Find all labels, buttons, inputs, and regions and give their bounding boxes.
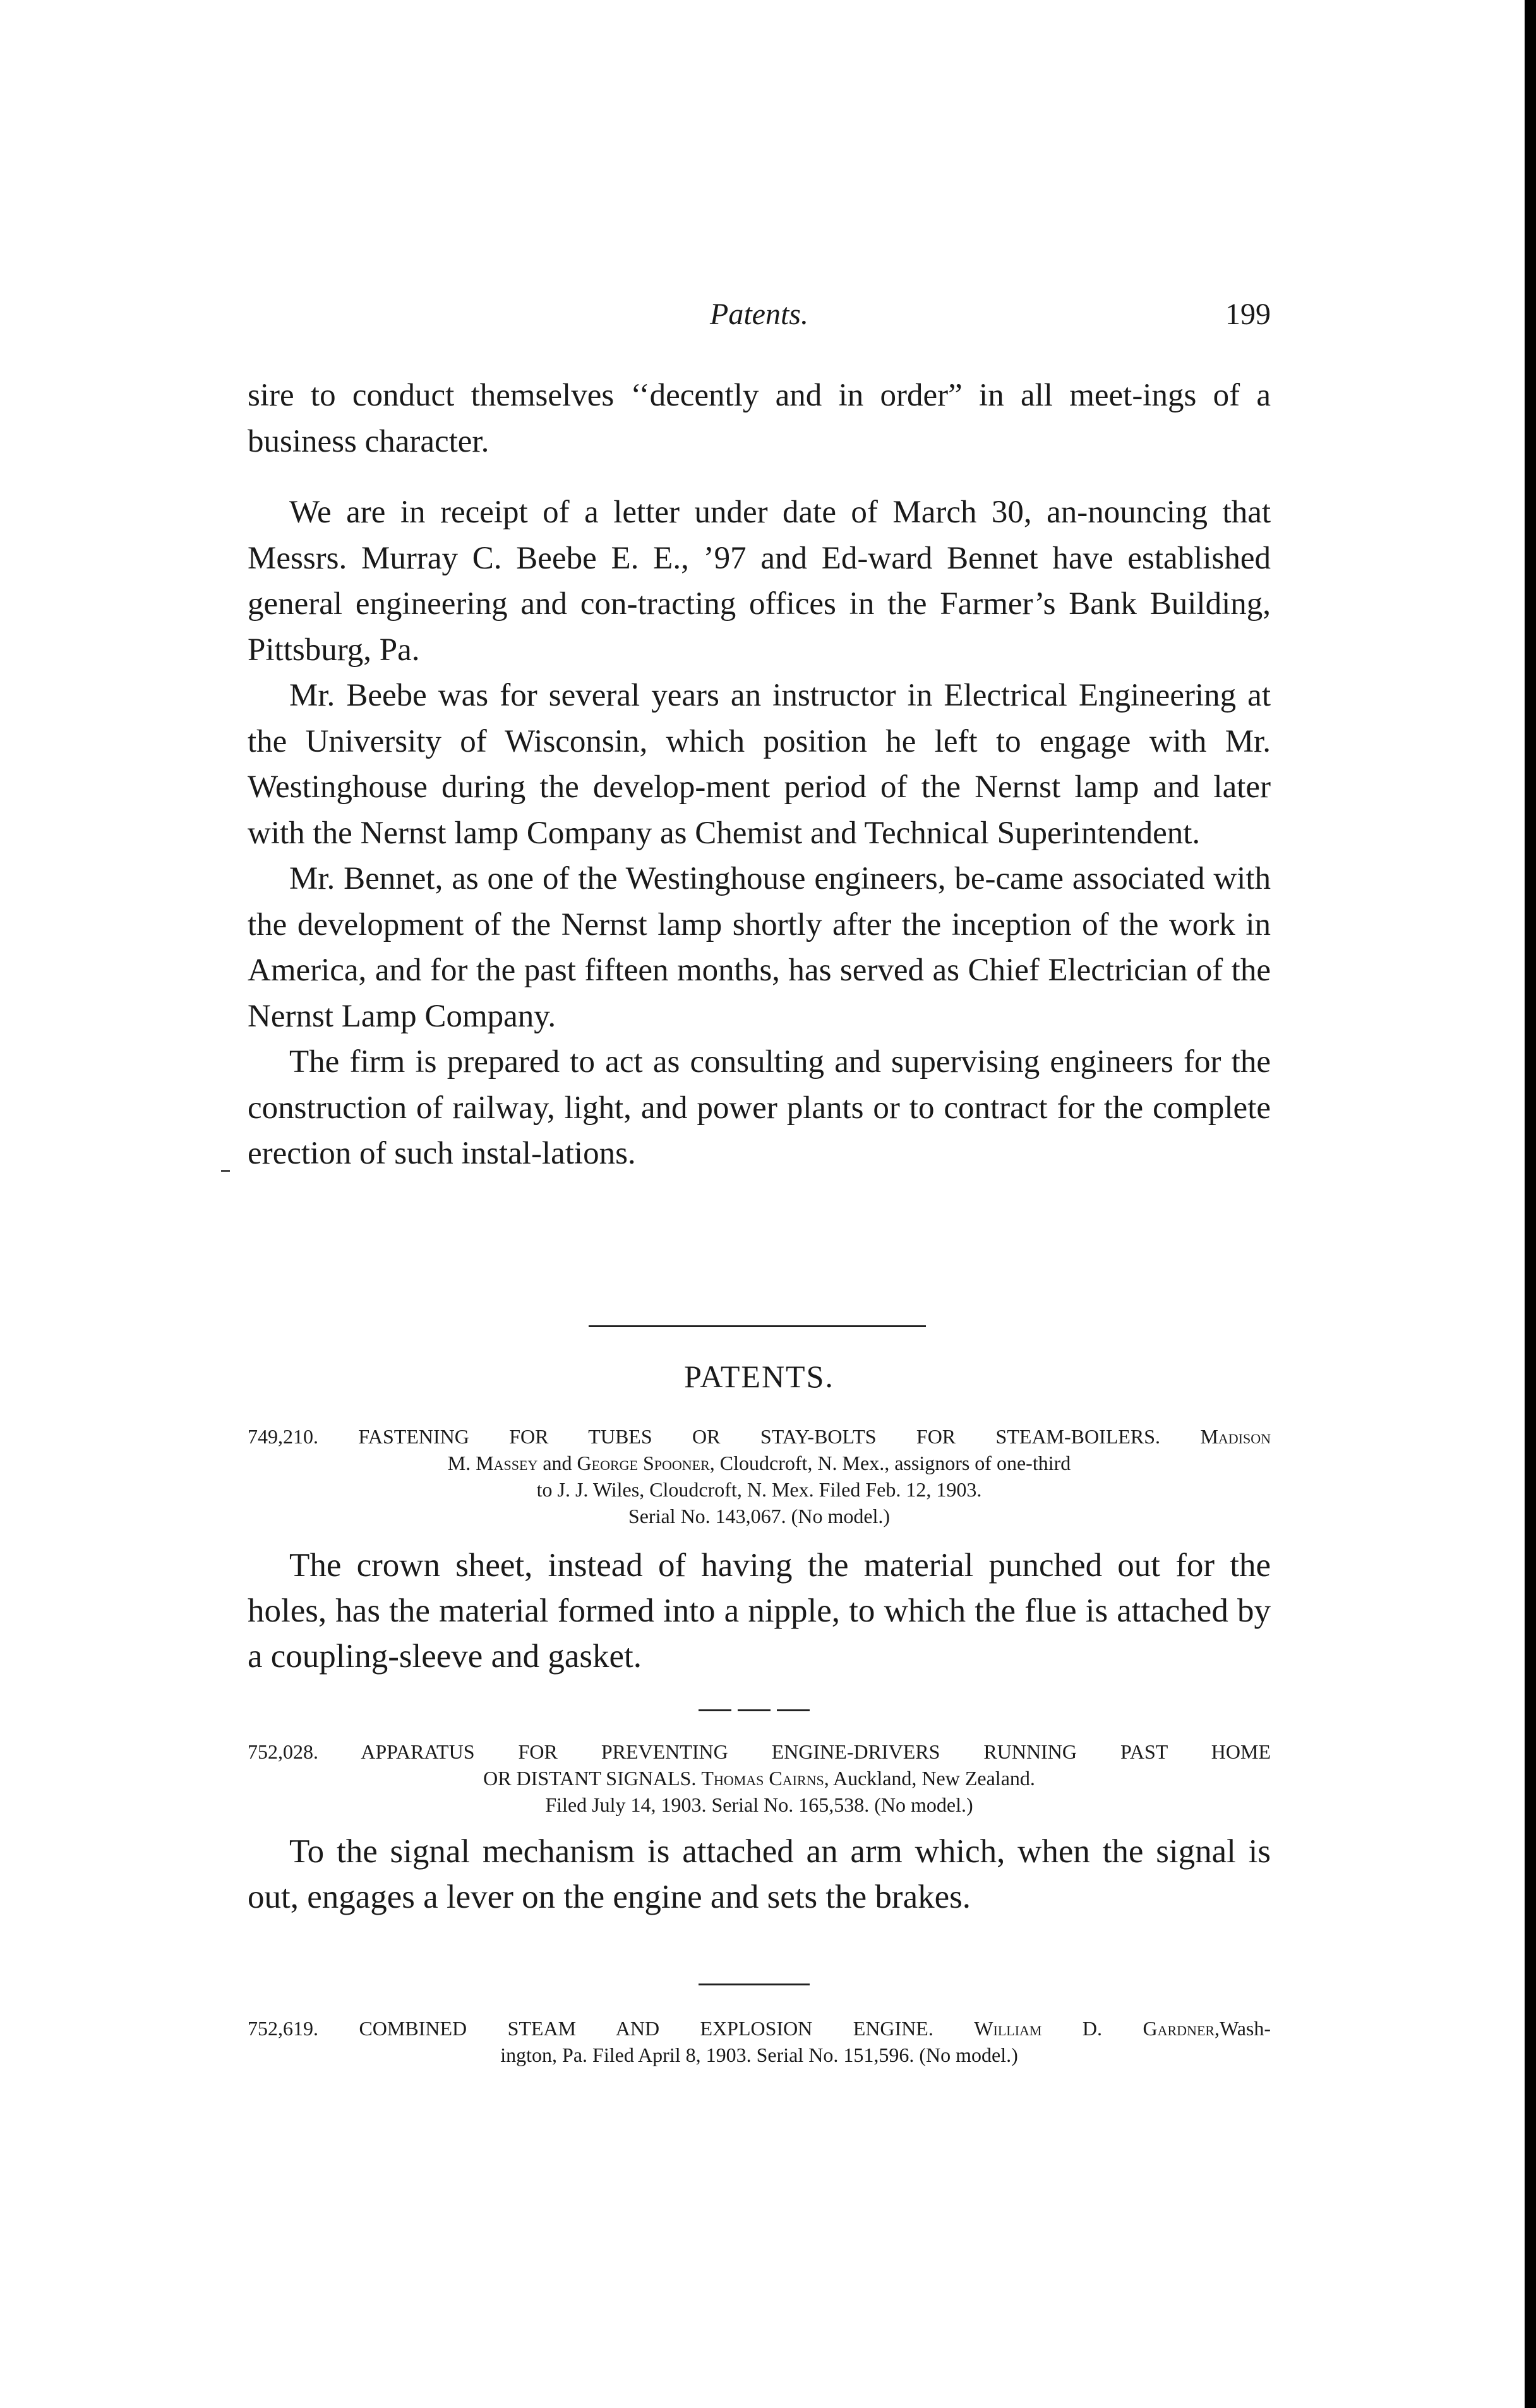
patent-entry-header [248, 2015, 1271, 2068]
patent-header-line: 752,619. COMBINED STEAM AND EXPLOSION ENGINE. William D. Gardner,Wash- [248, 2017, 1271, 2040]
patent-divider [777, 1709, 810, 1711]
body-text [248, 373, 1271, 1177]
margin-mark [221, 1170, 230, 1172]
patent-header-line: OR DISTANT SIGNALS. Thomas Cairns, Auckland, New Zealand. [483, 1767, 1035, 1790]
page-number: 199 [1225, 298, 1271, 331]
patent-header-line: to J. J. Wiles, Cloudcroft, N. Mex. Filed Feb. 12, 1903. [536, 1478, 982, 1501]
patent-description: The crown sheet, instead of having the material punched out for the holes, has the material formed into a nipple, to which the flue is attached by a coupling-sleeve and gasket. [248, 1547, 1271, 1675]
paragraph-beebe: Mr. Beebe was for several years an instructor in Electrical Engineering at the University of Wisconsin, which position he left to engage with Mr. Westinghouse during the develop-ment period of the Nernst lamp and later with the Nernst lamp Company as Chemist and Technical Superintendent. [248, 678, 1271, 851]
page-edge-border [1525, 0, 1536, 2408]
section-divider [589, 1325, 926, 1327]
patent-header-line: Filed July 14, 1903. Serial No. 165,538. (No model.) [545, 1793, 973, 1816]
patent-divider [699, 1984, 810, 1985]
patent-header-line: 749,210. FASTENING FOR TUBES OR STAY-BOLTS FOR STEAM-BOILERS. Madison [248, 1425, 1271, 1448]
patent-header-line: 752,028. APPARATUS FOR PREVENTING ENGINE-DRIVERS RUNNING PAST HOME [248, 1740, 1271, 1763]
paragraph-continued: sire to conduct themselves ‘‘decently and in order” in all meet-ings of a business character. [248, 378, 1271, 459]
section-heading: PATENTS. [684, 1359, 834, 1394]
patent-entry-header [248, 1423, 1271, 1529]
patent-header-line: M. Massey and George Spooner, Cloudcroft, N. Mex., assignors of one-third [447, 1452, 1071, 1474]
running-head [248, 297, 1271, 341]
patent-header-line: ington, Pa. Filed April 8, 1903. Serial No. 151,596. (No model.) [500, 2044, 1018, 2066]
patent-divider [738, 1709, 771, 1711]
patent-entry-header [248, 1738, 1271, 1818]
patent-description: To the signal mechanism is attached an arm which, when the signal is out, engages a lever on the engine and sets the brakes. [248, 1833, 1271, 1915]
patent-divider [699, 1709, 731, 1711]
running-title: Patents. [710, 298, 808, 331]
paragraph-firm: The firm is prepared to act as consulting and supervising engineers for the construction of railway, light, and power plants or to contract for the complete erection of such instal-lations. [248, 1044, 1271, 1171]
paragraph-letter-receipt: We are in receipt of a letter under date of March 30, an-nouncing that Messrs. Murray C. Beebe E. E., ’97 and Ed-ward Bennet have established general engineering and con-tracting offices in the Farmer’s Bank Building, Pittsburg, Pa. [248, 495, 1271, 668]
paragraph-bennet: Mr. Bennet, as one of the Westinghouse engineers, be-came associated with the development of the Nernst lamp shortly after the inception of the work in America, and for the past fifteen months, has served as Chief Electrician of the Nernst Lamp Company. [248, 861, 1271, 1034]
patent-header-line: Serial No. 143,067. (No model.) [628, 1505, 891, 1527]
